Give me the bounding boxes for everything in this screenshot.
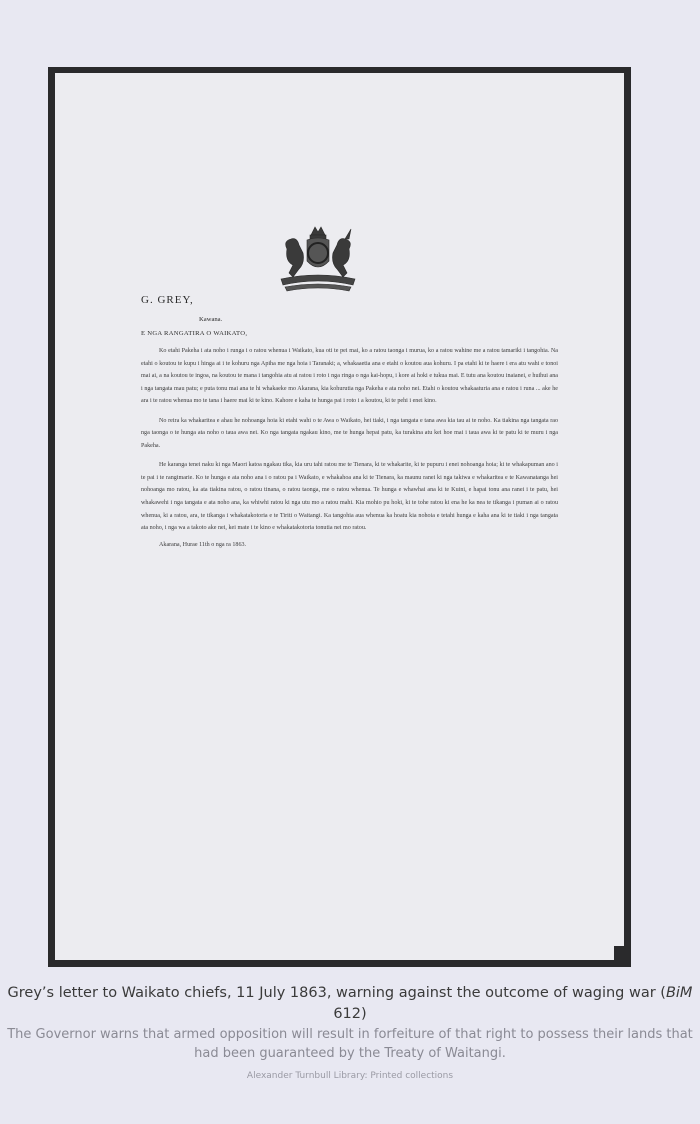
- signer-title: Kawana.: [199, 316, 223, 323]
- caption-credit: Alexander Turnbull Library: Printed collections: [246, 1071, 454, 1081]
- caption-title-prefix: Grey’s letter to Waikato chiefs, 11 July 1863, warning against the outcome of waging war (: [7, 985, 666, 1001]
- letter-date: Akarana, Hurae 11th o nga ra 1863.: [159, 541, 247, 548]
- letter-body: [141, 294, 558, 548]
- document-frame: [48, 67, 631, 967]
- royal-coat-of-arms-icon: [263, 223, 373, 295]
- letter-paragraph: Ko etahi Pakeha i ata noho i runga i o ratou whenua i Waikato, kua oti te pei mai, ko a ratou taonga i murua, ko a ratou wahine me a ratou tamariki i tangohia. Na etahi o koutou te kupu i hinga ai i te kohuru nga Apiha me nga hoia i Taranaki; a, whakaaetia ana e etahi o koutou aua kohuru. I pa etahi ki te haere i era atu wahi e tonoi mai ai, a na koutou te ingoa, na koutou te mana i tangohia atu ai ratou i roto i nga ringa o nga kai-hopu, i kore ai hoki e tukua mai. E tutu ana koutou inaianei, e huihui ana i nga tangata mau patu; e puta tonu mai ana te hi whakaeke mo Akarana, kia kohurutia nga Pakeha e ata noho nei. Etahi o koutou whakaaturia ana e ratou i runa ... ake he ara i te ratou whenua mo te tana i haere mai ki te kino. Kahore e kaha te hunga pai i roto i a koutou, ki te pehi i enei kino.: [141, 348, 558, 405]
- letter-page: [55, 73, 624, 960]
- caption-title-suffix: 612): [333, 1006, 367, 1022]
- caption-title: [0, 983, 700, 1025]
- caption-description: The Governor warns that armed opposition will result in forfeiture of that right to possess their lands that had been guaranteed by the Treaty of Waitangi.: [7, 1027, 693, 1061]
- letter-paragraph: He karanga tenei naku ki nga Maori katoa ngakau tika, kia uru tahi ratou me te Tienara, ki te whakarite, ki te pupuru i enei nohoanga hoia; ki te whakapuman ano i te pai i te rangimarie. Ko te hunga e ata noho ana i o ratou pa i Waikato, e whakahoa ana ki te Tienara, ka maunu ranei ki nga takiwa e whakaritea e te Kawanatanga hei nohoanga mo ratou, ka ata tiakina ratou, o ratou tinana, o ratou taonga, me o ratou whenua. Te hunga e whawhai ana ki te Kuini, e hapai tonu ana ranei i te patu, hei whakawehi i nga tangata e ata noho ana, ka whiwhi ratou ki nga utu mo a ratou mahi. Kia mohio pu hoki, ki te tohe ratou ki ena he ka nea te tikanga i puman ai o ratou whenua, ki a ratou, ara, te tikanga i whakatakotoria e te Tiriti o Waitangi. Ka tangohia aua whenua ka hoatu kia nohoia e tetahi hunga e kaha ana ki te tiaki i nga tangata ata noho, i nga wa a takoto ake nei, kei mate i te kino e whakatakotoria tonutia nei mo ratou.: [141, 462, 558, 532]
- letter-paragraph: No reira ka whakaritea e ahau he nohoanga hoia ki etahi wahi o te Awa o Waikato, hei tiaki, i nga tangata e tana awa kia tau ai te noho. Ka tiakina nga tangata rao nga taonga o te hunga ata noho o taua awa nei. Ko nga tangata ngakau kino, me te hunga hepai patu, ka turakina atu kei hoe mai i taua awa ki te patu ki te muru i nga Pakeha.: [141, 417, 558, 449]
- letter-greeting: E NGA RANGATIRA O WAIKATO,: [141, 330, 248, 337]
- signer-name: G. GREY,: [141, 294, 194, 306]
- caption-title-ref: BiM: [665, 985, 693, 1001]
